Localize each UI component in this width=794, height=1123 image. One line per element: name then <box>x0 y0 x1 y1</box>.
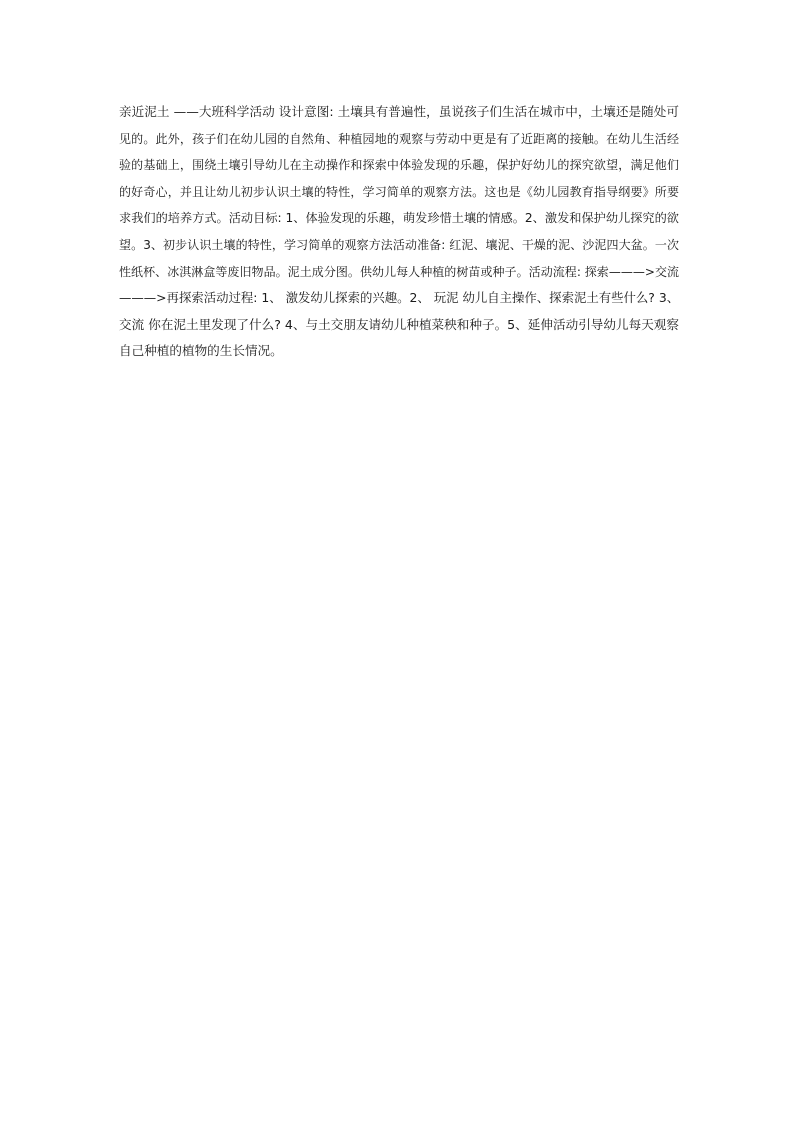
text-line: 亲近泥土 ——大班科学活动 设计意图: 土壤具有普遍性，虽说孩子们生活在城市中，土壤还是随处可 <box>119 104 679 119</box>
document-body <box>119 99 679 365</box>
text-line: 的好奇心，并且让幼儿初步认识土壤的特性，学习简单的观察方法。这也是《幼儿园教育指导纲要》所要 <box>119 184 679 199</box>
text-line: 求我们的培养方式。活动目标: 1、体验发现的乐趣，萌发珍惜土壤的情感。2、激发和保护幼儿探究的欲 <box>119 211 679 226</box>
text-line: ———>再探索活动过程: 1、 激发幼儿探索的兴趣。2、 玩泥 幼儿自主操作、探索泥土有些什么? 3、 <box>119 290 680 306</box>
text-line: 交流 你在泥土里发现了什么? 4、与土交朋友请幼儿种植菜秧和种子。5、延伸活动引导幼儿每天观察 <box>119 316 679 332</box>
text-line: 望。3、初步认识土壤的特性，学习简单的观察方法活动准备: 红泥、壤泥、干燥的泥、沙泥四大盆。一次 <box>119 237 679 252</box>
text-line: 性纸杯、冰淇淋盒等废旧物品。泥土成分图。供幼儿每人种植的树苗或种子。活动流程: 探索———>交流 <box>119 264 679 279</box>
text-line: 验的基础上，围绕土壤引导幼儿在主动操作和探索中体验发现的乐趣，保护好幼儿的探究欲望，满足他们 <box>119 158 679 173</box>
text-line: 见的。此外，孩子们在幼儿园的自然角、种植园地的观察与劳动中更是有了近距离的接触。在幼儿生活经 <box>119 131 679 146</box>
text-line: 自己种植的植物的生长情况。 <box>119 343 283 359</box>
